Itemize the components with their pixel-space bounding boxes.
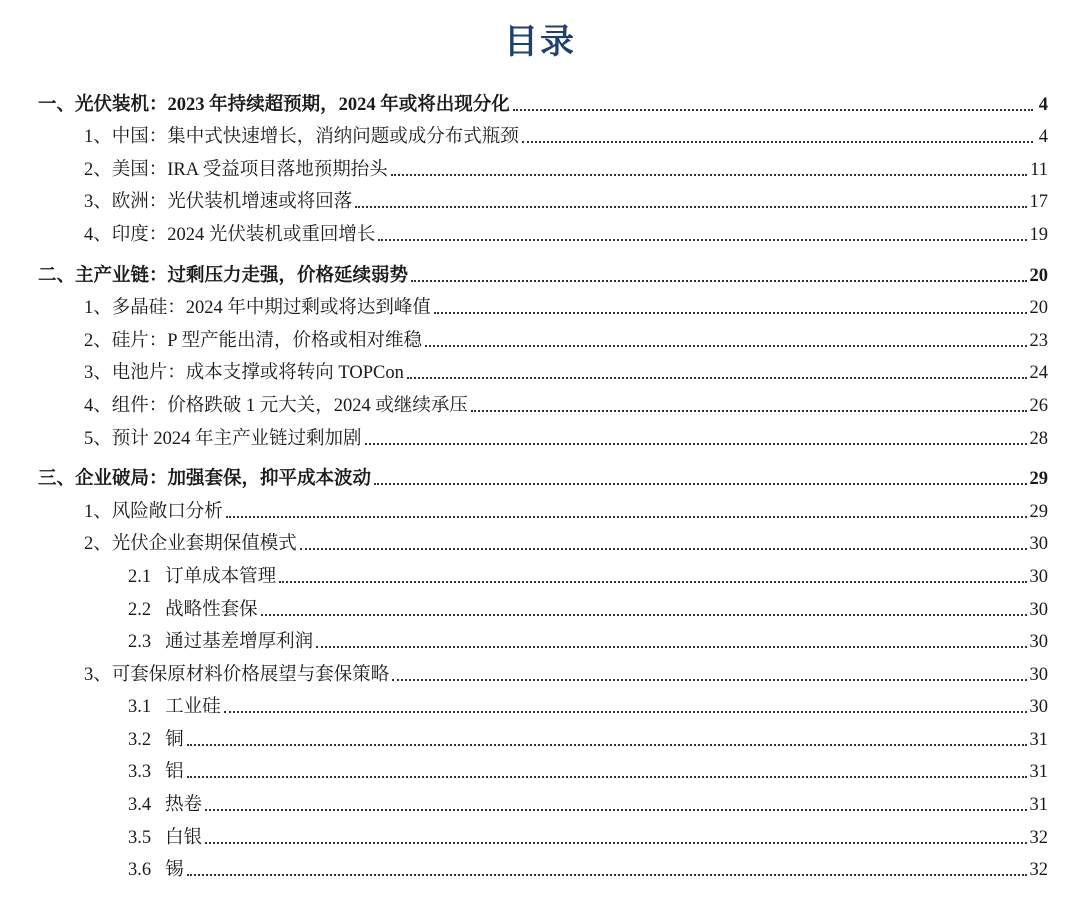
toc-subentry[interactable]: [38, 589, 1048, 622]
toc-page-number: 17: [1029, 192, 1048, 213]
toc-page-number: 30: [1029, 534, 1048, 555]
toc-entry[interactable]: [38, 149, 1048, 182]
dot-leader: [374, 483, 1026, 485]
toc-page-number: 30: [1029, 599, 1048, 620]
toc-entry[interactable]: [38, 654, 1048, 687]
toc-entry-text: [128, 826, 202, 850]
toc-subentry[interactable]: [38, 687, 1048, 720]
toc-entry-text: 1、中国：集中式快速增长，消纳问题或成分布式瓶颈: [84, 127, 519, 148]
dot-leader: [205, 809, 1026, 811]
toc-subentry[interactable]: [38, 850, 1048, 883]
toc-entry-text: [128, 858, 184, 882]
dot-leader: [261, 614, 1027, 616]
dot-leader: [187, 744, 1027, 746]
toc-entry-text: 2、光伏企业套期保值模式: [84, 534, 297, 555]
toc-page-number: 31: [1029, 729, 1048, 750]
dot-leader: [392, 679, 1026, 681]
toc-page-number: 31: [1029, 795, 1048, 816]
toc-subentry-title: 热卷: [165, 795, 203, 816]
dot-leader: [391, 174, 1027, 176]
toc-subentry-title: 工业硅: [165, 697, 221, 718]
toc-page-number: 30: [1029, 697, 1048, 718]
toc-subentry-number: 2.1: [128, 566, 152, 587]
toc-entry-text: [128, 695, 221, 719]
dot-leader: [407, 377, 1027, 379]
toc-entry-text: 一、光伏装机：2023 年持续超预期，2024 年或将出现分化: [38, 94, 510, 115]
toc-page-number: 29: [1029, 501, 1048, 522]
toc-page-number: 30: [1029, 664, 1048, 685]
toc-entry[interactable]: [38, 214, 1048, 247]
toc-page-number: 29: [1029, 469, 1048, 490]
toc-subentry-title: 铝: [165, 762, 184, 783]
toc-entry-text: 4、印度：2024 光伏装机或重回增长: [84, 224, 376, 245]
toc-entry-text: [128, 565, 276, 589]
dot-leader: [425, 345, 1027, 347]
toc-subentry[interactable]: [38, 622, 1048, 655]
dot-leader: [205, 842, 1026, 844]
toc-page-number: 24: [1029, 363, 1048, 384]
toc-page-number: 11: [1030, 159, 1048, 180]
toc-entry-text: [128, 630, 313, 654]
toc-entry[interactable]: [38, 353, 1048, 386]
toc-subentry-number: 2.3: [128, 632, 152, 653]
toc-entry-text: 2、美国：IRA 受益项目落地预期抬头: [84, 159, 388, 180]
toc-entry-text: [128, 793, 202, 817]
toc-subentry-number: 3.5: [128, 827, 152, 848]
toc-page-number: 32: [1029, 860, 1048, 881]
toc-entry-text: 3、可套保原材料价格展望与套保策略: [84, 664, 390, 685]
dot-leader: [187, 776, 1027, 778]
toc-page-number: 31: [1029, 762, 1048, 783]
toc-entry-text: 2、硅片：P 型产能出清，价格或相对维稳: [84, 330, 422, 351]
toc-page-number: 20: [1029, 265, 1048, 286]
dot-leader: [224, 711, 1027, 713]
toc-entry-text: 5、预计 2024 年主产业链过剩加剧: [84, 428, 362, 449]
toc-page-number: 28: [1029, 428, 1048, 449]
dot-leader: [279, 581, 1026, 583]
dot-leader: [355, 206, 1026, 208]
table-of-contents: [38, 84, 1048, 882]
toc-subentry[interactable]: [38, 719, 1048, 752]
dot-leader: [513, 109, 1033, 111]
toc-entry-text: 4、组件：价格跌破 1 元大关，2024 或继续承压: [84, 395, 468, 416]
toc-entry-text: 二、主产业链：过剩压力走强，价格延续弱势: [38, 265, 409, 286]
toc-subentry[interactable]: [38, 784, 1048, 817]
toc-entry-text: 三、企业破局：加强套保，抑平成本波动: [38, 469, 372, 490]
toc-entry-text: 3、电池片：成本支撑或将转向 TOPCon: [84, 363, 404, 384]
toc-subentry[interactable]: [38, 556, 1048, 589]
toc-entry[interactable]: [38, 320, 1048, 353]
toc-subentry-title: 锡: [165, 860, 184, 881]
toc-section-1[interactable]: [38, 84, 1048, 117]
toc-subentry-number: 3.4: [128, 795, 152, 816]
toc-subentry-title: 通过基差增厚利润: [165, 632, 314, 653]
toc-entry[interactable]: [38, 524, 1048, 557]
toc-subentry-title: 白银: [165, 827, 203, 848]
toc-entry-text: [128, 728, 184, 752]
dot-leader: [434, 312, 1027, 314]
toc-page-number: 26: [1029, 395, 1048, 416]
dot-leader: [187, 874, 1027, 876]
toc-entry[interactable]: [38, 288, 1048, 321]
toc-entry-text: 1、多晶硅：2024 年中期过剩或将达到峰值: [84, 298, 431, 319]
toc-entry[interactable]: [38, 491, 1048, 524]
toc-entry-text: [128, 760, 184, 784]
toc-entry[interactable]: [38, 385, 1048, 418]
toc-page-number: 4: [1038, 127, 1048, 148]
toc-entry[interactable]: [38, 117, 1048, 150]
toc-subentry-number: 3.1: [128, 697, 152, 718]
toc-subentry-title: 铜: [165, 729, 184, 750]
toc-subentry-number: 3.2: [128, 729, 152, 750]
dot-leader: [316, 646, 1026, 648]
toc-page-number: 32: [1029, 827, 1048, 848]
toc-subentry-number: 3.6: [128, 860, 152, 881]
toc-subentry-number: 3.3: [128, 762, 152, 783]
dot-leader: [471, 410, 1027, 412]
toc-page-number: 20: [1029, 298, 1048, 319]
toc-entry-text: 1、风险敞口分析: [84, 501, 223, 522]
toc-section-2[interactable]: [38, 255, 1048, 288]
toc-entry[interactable]: [38, 418, 1048, 451]
toc-subentry-title: 订单成本管理: [165, 566, 277, 587]
toc-page-number: 23: [1029, 330, 1048, 351]
toc-subentry-number: 2.2: [128, 599, 152, 620]
dot-leader: [365, 443, 1027, 445]
toc-page-number: 30: [1029, 566, 1048, 587]
toc-subentry[interactable]: [38, 752, 1048, 785]
toc-page-number: 30: [1029, 632, 1048, 653]
toc-page-number: 19: [1029, 224, 1048, 245]
toc-entry-text: 3、欧洲：光伏装机增速或将回落: [84, 192, 353, 213]
dot-leader: [226, 516, 1027, 518]
dot-leader: [411, 280, 1026, 282]
dot-leader: [378, 239, 1026, 241]
toc-subentry-title: 战略性套保: [165, 599, 258, 620]
toc-entry[interactable]: [38, 182, 1048, 215]
toc-section-3[interactable]: [38, 459, 1048, 492]
dot-leader: [300, 548, 1027, 550]
dot-leader: [522, 141, 1033, 143]
toc-subentry[interactable]: [38, 817, 1048, 850]
toc-entry-text: [128, 598, 258, 622]
page-title: 目录: [504, 22, 576, 62]
toc-page-number: 4: [1038, 94, 1048, 115]
